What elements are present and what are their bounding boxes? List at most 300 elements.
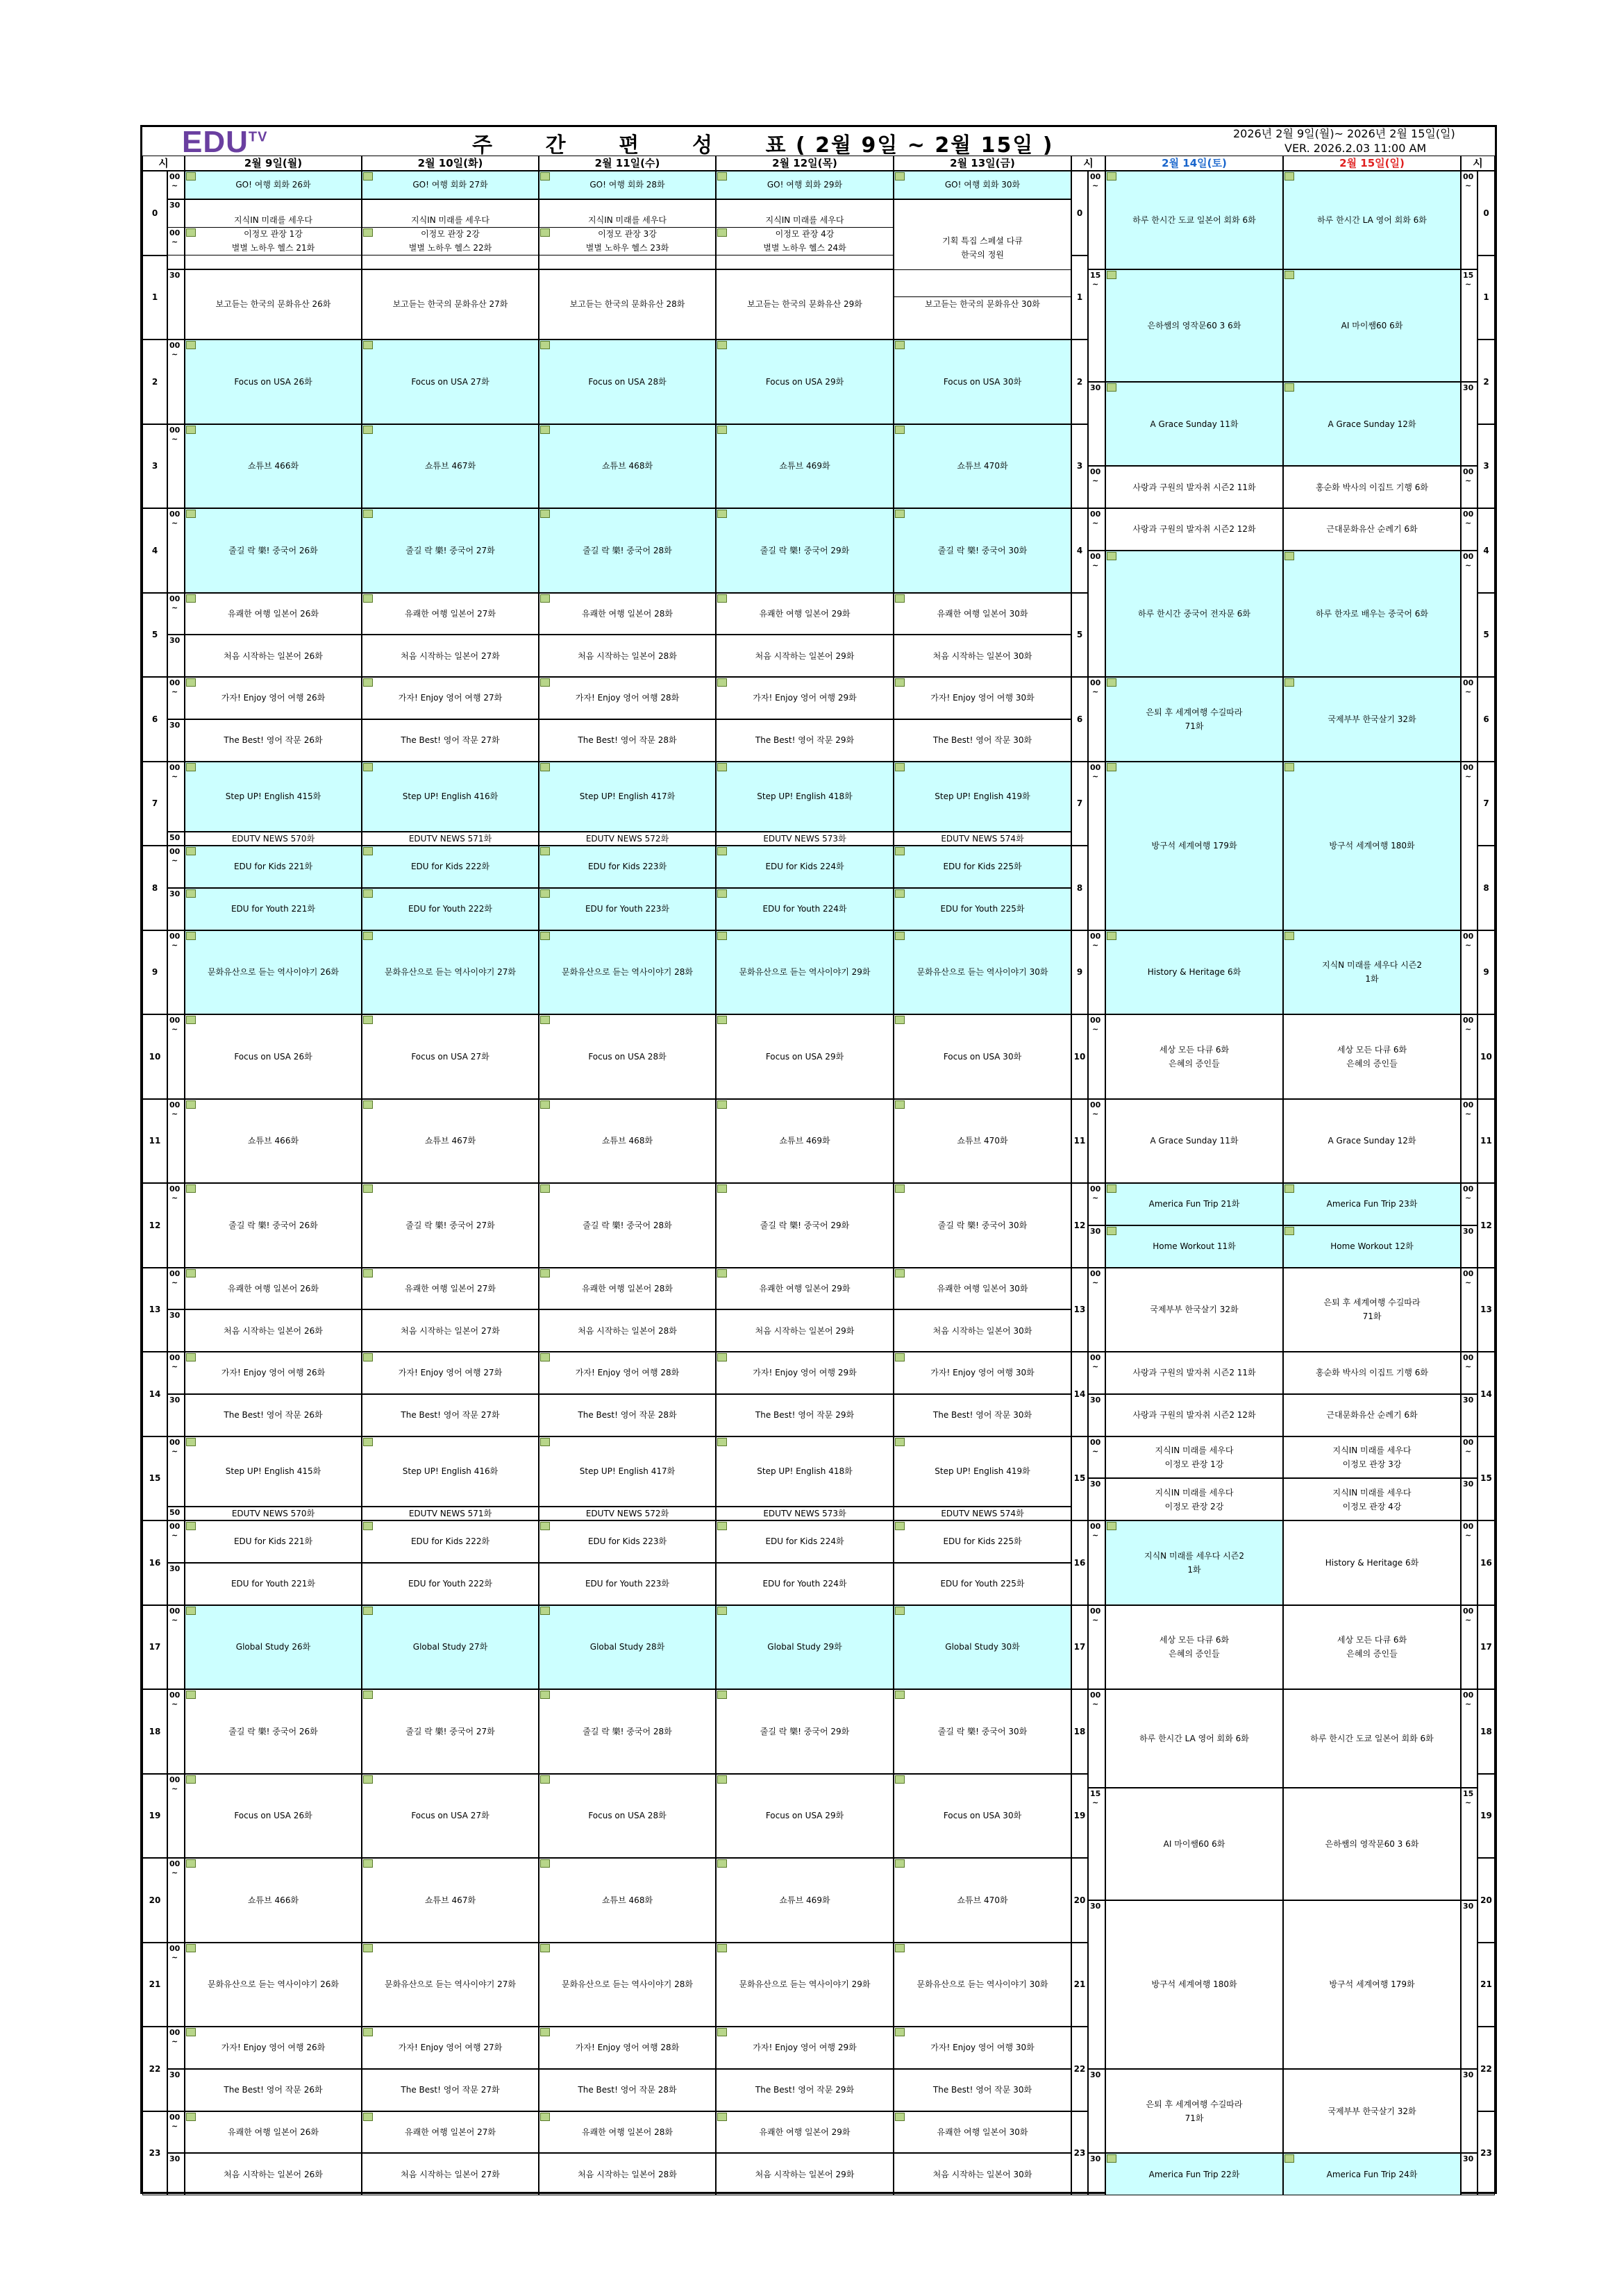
minute-cell-weekend-right: 30: [1461, 1225, 1477, 1268]
program-cell[interactable]: 가자! Enjoy 영어 여행 28화: [539, 2027, 716, 2069]
program-cell[interactable]: 줄길 락 樂! 중국어 27화: [362, 1183, 539, 1268]
program-tick-icon: [717, 889, 727, 898]
program-cell-sunday[interactable]: 방구석 세계여행 180화: [1283, 762, 1461, 930]
program-tick-icon: [363, 1353, 373, 1361]
minute-cell-weekend-right: 30: [1461, 382, 1477, 467]
program-cell-saturday[interactable]: America Fun Trip 21화: [1105, 1183, 1283, 1225]
program-cell[interactable]: Focus on USA 30화: [894, 340, 1071, 424]
program-cell[interactable]: 별별 노하우 헬스 23화: [539, 227, 716, 269]
program-cell[interactable]: 처음 시작하는 일본어 29화: [716, 1309, 894, 1352]
program-cell[interactable]: EDUTV NEWS 574화: [894, 1507, 1071, 1520]
program-tick-icon: [895, 341, 905, 349]
program-tick-icon: [540, 1522, 550, 1530]
program-cell[interactable]: EDU for Youth 222화: [362, 888, 539, 930]
program-cell[interactable]: GO! 여행 회화 28화: [539, 171, 716, 199]
program-cell[interactable]: The Best! 영어 작문 29화: [716, 719, 894, 762]
program-cell-saturday[interactable]: 세상 모든 다큐 6화 은혜의 증인들: [1105, 1014, 1283, 1099]
program-cell[interactable]: 줄길 락 樂! 중국어 30화: [894, 1689, 1071, 1774]
program-cell[interactable]: 줄길 락 樂! 중국어 30화: [894, 1183, 1071, 1268]
program-cell[interactable]: Step UP! English 419화: [894, 762, 1071, 832]
program-cell[interactable]: 보고듣는 한국의 문화유산 26화: [185, 269, 362, 340]
program-cell[interactable]: EDU for Youth 225화: [894, 888, 1071, 930]
program-cell[interactable]: 쇼튜브 468화: [539, 424, 716, 509]
minute-cell-weekend-right: 00 ~: [1461, 1268, 1477, 1352]
program-cell[interactable]: Step UP! English 416화: [362, 1436, 539, 1507]
program-cell[interactable]: EDU for Kids 225화: [894, 846, 1071, 888]
program-cell[interactable]: EDUTV NEWS 570화: [185, 1507, 362, 1520]
program-cell[interactable]: Step UP! English 419화: [894, 1436, 1071, 1507]
program-cell[interactable]: GO! 여행 회화 29화: [716, 171, 894, 199]
program-cell[interactable]: 유쾌한 여행 일본어 28화: [539, 593, 716, 635]
minute-cell-weekend-right: 15 ~: [1461, 1788, 1477, 1900]
program-cell[interactable]: 별별 노하우 헬스 21화: [185, 227, 362, 269]
program-cell[interactable]: EDUTV NEWS 571화: [362, 832, 539, 846]
program-cell[interactable]: EDUTV NEWS 574화: [894, 832, 1071, 846]
program-cell[interactable]: EDUTV NEWS 572화: [539, 1507, 716, 1520]
program-cell[interactable]: Focus on USA 30화: [894, 1774, 1071, 1859]
program-cell[interactable]: The Best! 영어 작문 29화: [716, 2069, 894, 2111]
program-cell[interactable]: 유쾌한 여행 일본어 29화: [716, 593, 894, 635]
program-cell[interactable]: 줄길 락 樂! 중국어 28화: [539, 508, 716, 593]
program-tick-icon: [895, 172, 905, 181]
program-cell-sunday[interactable]: 국제부부 한국살기 32화: [1283, 677, 1461, 762]
program-cell[interactable]: EDU for Kids 224화: [716, 1520, 894, 1563]
hour-label-mid: 2: [1071, 340, 1088, 424]
program-cell[interactable]: 줄길 락 樂! 중국어 26화: [185, 508, 362, 593]
program-cell-saturday[interactable]: 사랑과 구원의 발자취 시즌2 12화: [1105, 1394, 1283, 1436]
program-cell[interactable]: 별별 노하우 헬스 24화: [716, 227, 894, 269]
program-tick-icon: [540, 678, 550, 687]
program-cell[interactable]: 문화유산으로 듣는 역사이야기 26화: [185, 930, 362, 1015]
program-cell[interactable]: Global Study 28화: [539, 1605, 716, 1690]
program-cell-sunday[interactable]: 지식IN 미래를 세우다 이정모 관장 3강: [1283, 1436, 1461, 1479]
hour-label-right: 8: [1477, 846, 1495, 930]
program-cell[interactable]: 가자! Enjoy 영어 여행 27화: [362, 677, 539, 719]
minute-cell: 50: [167, 832, 185, 846]
program-cell[interactable]: 가자! Enjoy 영어 여행 27화: [362, 2027, 539, 2069]
minute-cell-weekend-right: 15 ~: [1461, 269, 1477, 382]
program-cell[interactable]: GO! 여행 회화 26화: [185, 171, 362, 199]
program-cell[interactable]: EDU for Youth 225화: [894, 1563, 1071, 1605]
program-cell-sunday[interactable]: 국제부부 한국살기 32화: [1283, 2069, 1461, 2154]
program-cell[interactable]: The Best! 영어 작문 26화: [185, 1394, 362, 1436]
program-cell[interactable]: 가자! Enjoy 영어 여행 29화: [716, 1352, 894, 1394]
program-cell[interactable]: 쇼튜브 466화: [185, 1858, 362, 1943]
program-cell-sunday[interactable]: A Grace Sunday 12화: [1283, 1099, 1461, 1184]
program-cell[interactable]: 유쾌한 여행 일본어 29화: [716, 1268, 894, 1310]
program-cell[interactable]: The Best! 영어 작문 28화: [539, 1394, 716, 1436]
program-cell-sunday[interactable]: History & Heritage 6화: [1283, 1520, 1461, 1605]
program-cell[interactable]: Focus on USA 30화: [894, 1014, 1071, 1099]
program-cell[interactable]: 처음 시작하는 일본어 26화: [185, 2153, 362, 2195]
program-tick-icon: [1284, 552, 1294, 560]
program-cell[interactable]: EDUTV NEWS 573화: [716, 832, 894, 846]
program-cell[interactable]: Step UP! English 418화: [716, 762, 894, 832]
program-cell[interactable]: Focus on USA 29화: [716, 1014, 894, 1099]
program-cell[interactable]: 별별 노하우 헬스 22화: [362, 227, 539, 269]
program-cell[interactable]: EDU for Youth 221화: [185, 1563, 362, 1605]
program-cell-saturday[interactable]: 방구석 세계여행 179화: [1105, 762, 1283, 930]
program-cell[interactable]: 쇼튜브 466화: [185, 424, 362, 509]
program-cell-sunday[interactable]: 은퇴 후 세계여행 수길따라 71화: [1283, 1268, 1461, 1352]
program-cell-saturday[interactable]: 하루 한시간 LA 영어 회화 6화: [1105, 1689, 1283, 1788]
program-tick-icon: [363, 2028, 373, 2036]
program-cell[interactable]: 쇼튜브 467화: [362, 1099, 539, 1184]
program-cell[interactable]: 처음 시작하는 일본어 30화: [894, 635, 1071, 677]
program-cell-sunday[interactable]: 근대문화유산 순례기 6화: [1283, 508, 1461, 551]
program-cell[interactable]: 유쾌한 여행 일본어 26화: [185, 1268, 362, 1310]
program-cell[interactable]: EDU for Kids 221화: [185, 846, 362, 888]
program-cell[interactable]: EDU for Kids 224화: [716, 846, 894, 888]
program-cell[interactable]: EDUTV NEWS 573화: [716, 1507, 894, 1520]
program-cell[interactable]: The Best! 영어 작문 27화: [362, 1394, 539, 1436]
program-cell[interactable]: 가자! Enjoy 영어 여행 30화: [894, 677, 1071, 719]
program-cell[interactable]: Focus on USA 28화: [539, 1014, 716, 1099]
program-cell[interactable]: 유쾌한 여행 일본어 27화: [362, 593, 539, 635]
program-cell[interactable]: EDU for Kids 225화: [894, 1520, 1071, 1563]
program-cell[interactable]: The Best! 영어 작문 27화: [362, 719, 539, 762]
program-cell-sunday[interactable]: 하루 한자로 배우는 중국어 6화: [1283, 551, 1461, 677]
program-cell[interactable]: 문화유산으로 듣는 역사이야기 27화: [362, 1943, 539, 2027]
program-cell[interactable]: 가자! Enjoy 영어 여행 26화: [185, 2027, 362, 2069]
program-cell[interactable]: 유쾌한 여행 일본어 30화: [894, 2111, 1071, 2154]
program-cell[interactable]: 처음 시작하는 일본어 27화: [362, 635, 539, 677]
minute-cell-weekend-right: 30: [1461, 1900, 1477, 2069]
program-cell[interactable]: Global Study 27화: [362, 1605, 539, 1690]
minute-cell-weekend-right: 00 ~: [1461, 677, 1477, 762]
program-cell[interactable]: 유쾌한 여행 일본어 27화: [362, 1268, 539, 1310]
program-cell[interactable]: 문화유산으로 듣는 역사이야기 28화: [539, 1943, 716, 2027]
program-cell-sunday[interactable]: 지식N 미래를 세우다 시즌2 1화: [1283, 930, 1461, 1015]
program-cell[interactable]: 가자! Enjoy 영어 여행 26화: [185, 1352, 362, 1394]
minute-cell-weekend: 00 ~: [1088, 508, 1105, 551]
minute-cell-weekend: 30: [1088, 2069, 1105, 2154]
program-cell[interactable]: Global Study 30화: [894, 1605, 1071, 1690]
program-cell[interactable]: 가자! Enjoy 영어 여행 27화: [362, 1352, 539, 1394]
program-cell[interactable]: 쇼튜브 467화: [362, 424, 539, 509]
program-tick-icon: [186, 1184, 196, 1193]
program-cell[interactable]: 줄길 락 樂! 중국어 30화: [894, 508, 1071, 593]
program-cell[interactable]: 쇼튜브 470화: [894, 1858, 1071, 1943]
program-cell[interactable]: 보고듣는 한국의 문화유산 29화: [716, 269, 894, 340]
program-cell[interactable]: 처음 시작하는 일본어 27화: [362, 2153, 539, 2195]
program-cell[interactable]: Step UP! English 416화: [362, 762, 539, 832]
program-cell[interactable]: 지식IN 미래를 세우다 이정모 관장 2강: [362, 199, 539, 255]
program-tick-icon: [363, 763, 373, 771]
version-label: VER. 2026.2.03 11:00 AM: [1284, 142, 1427, 155]
program-tick-icon: [1284, 1184, 1294, 1193]
program-cell[interactable]: EDU for Kids 221화: [185, 1520, 362, 1563]
program-cell[interactable]: 보고듣는 한국의 문화유산 30화: [894, 269, 1071, 340]
program-cell[interactable]: The Best! 영어 작문 29화: [716, 1394, 894, 1436]
program-cell[interactable]: Focus on USA 26화: [185, 340, 362, 424]
program-cell[interactable]: 유쾌한 여행 일본어 27화: [362, 2111, 539, 2154]
program-tick-icon: [717, 510, 727, 518]
program-cell[interactable]: 쇼튜브 468화: [539, 1099, 716, 1184]
program-tick-icon: [540, 228, 550, 237]
program-cell[interactable]: Focus on USA 27화: [362, 1774, 539, 1859]
minute-cell-weekend-right: 30: [1461, 2153, 1477, 2195]
program-tick-icon: [1107, 2154, 1116, 2163]
minute-cell: 30: [167, 888, 185, 930]
program-cell-sunday[interactable]: 세상 모든 다큐 6화 은혜의 증인들: [1283, 1014, 1461, 1099]
program-cell[interactable]: 유쾌한 여행 일본어 29화: [716, 2111, 894, 2154]
program-cell[interactable]: 처음 시작하는 일본어 30화: [894, 2153, 1071, 2195]
program-tick-icon: [717, 228, 727, 237]
program-cell[interactable]: 처음 시작하는 일본어 29화: [716, 635, 894, 677]
program-cell-sunday[interactable]: 홍순화 박사의 이집트 기행 6화: [1283, 466, 1461, 508]
program-cell[interactable]: 보고듣는 한국의 문화유산 28화: [539, 269, 716, 340]
program-cell[interactable]: Focus on USA 27화: [362, 340, 539, 424]
program-cell-saturday[interactable]: 방구석 세계여행 180화: [1105, 1900, 1283, 2069]
program-cell[interactable]: 쇼튜브 469화: [716, 1099, 894, 1184]
program-cell-saturday[interactable]: 지식IN 미래를 세우다 이정모 관장 1강: [1105, 1436, 1283, 1479]
program-cell[interactable]: Focus on USA 28화: [539, 1774, 716, 1859]
program-cell[interactable]: 쇼튜브 470화: [894, 424, 1071, 509]
program-cell[interactable]: 유쾌한 여행 일본어 28화: [539, 2111, 716, 2154]
hour-label-mid: 8: [1071, 846, 1088, 930]
program-cell[interactable]: EDU for Youth 222화: [362, 1563, 539, 1605]
program-cell[interactable]: 줄길 락 樂! 중국어 29화: [716, 1183, 894, 1268]
program-cell[interactable]: EDUTV NEWS 571화: [362, 1507, 539, 1520]
program-cell[interactable]: 처음 시작하는 일본어 28화: [539, 2153, 716, 2195]
program-cell[interactable]: 줄길 락 樂! 중국어 26화: [185, 1689, 362, 1774]
hour-label-mid: 7: [1071, 762, 1088, 846]
minute-cell-weekend-right: 00 ~: [1461, 1352, 1477, 1394]
program-cell-sunday[interactable]: 홍순화 박사의 이집트 기행 6화: [1283, 1352, 1461, 1394]
program-cell[interactable]: 줄길 락 樂! 중국어 26화: [185, 1183, 362, 1268]
program-cell[interactable]: The Best! 영어 작문 30화: [894, 719, 1071, 762]
program-cell[interactable]: EDU for Youth 223화: [539, 888, 716, 930]
program-cell[interactable]: 문화유산으로 듣는 역사이야기 28화: [539, 930, 716, 1015]
program-cell-sunday[interactable]: America Fun Trip 24화: [1283, 2153, 1461, 2195]
program-tick-icon: [895, 1691, 905, 1699]
program-cell-saturday[interactable]: AI 마이쌤60 6화: [1105, 1788, 1283, 1900]
program-cell-saturday[interactable]: 사랑과 구원의 발자취 시즌2 11화: [1105, 1352, 1283, 1394]
program-tick-icon: [895, 1775, 905, 1784]
program-tick-icon: [717, 1438, 727, 1446]
program-cell[interactable]: Step UP! English 417화: [539, 762, 716, 832]
day-header-0: 2월 9일(월): [185, 156, 362, 171]
date-range: 2026년 2월 9일(월)~ 2026년 2월 15일(일): [1233, 127, 1455, 140]
program-tick-icon: [540, 2113, 550, 2121]
program-cell[interactable]: EDU for Youth 221화: [185, 888, 362, 930]
hour-label: 16: [142, 1520, 167, 1605]
program-cell[interactable]: 처음 시작하는 일본어 26화: [185, 635, 362, 677]
program-tick-icon: [186, 2113, 196, 2121]
program-cell[interactable]: The Best! 영어 작문 26화: [185, 719, 362, 762]
hour-label-right: 3: [1477, 424, 1495, 509]
program-tick-icon: [895, 1438, 905, 1446]
minute-cell: 00 ~: [167, 1436, 185, 1507]
minute-cell-weekend-right: 00 ~: [1461, 508, 1477, 551]
program-tick-icon: [1107, 383, 1116, 392]
minute-cell-weekend-right: 00 ~: [1461, 930, 1477, 1015]
program-cell[interactable]: 처음 시작하는 일본어 26화: [185, 1309, 362, 1352]
program-cell[interactable]: EDU for Kids 223화: [539, 846, 716, 888]
program-cell-saturday[interactable]: 국제부부 한국살기 32화: [1105, 1268, 1283, 1352]
program-cell[interactable]: Focus on USA 28화: [539, 340, 716, 424]
program-cell[interactable]: 쇼튜브 469화: [716, 1858, 894, 1943]
program-cell[interactable]: EDU for Kids 222화: [362, 1520, 539, 1563]
minute-cell: 00 ~: [167, 1689, 185, 1774]
program-cell-saturday[interactable]: America Fun Trip 22화: [1105, 2153, 1283, 2195]
program-cell-sunday[interactable]: 지식IN 미래를 세우다 이정모 관장 4강: [1283, 1478, 1461, 1520]
program-cell[interactable]: The Best! 영어 작문 30화: [894, 1394, 1071, 1436]
program-cell[interactable]: The Best! 영어 작문 27화: [362, 2069, 539, 2111]
hour-label: 19: [142, 1774, 167, 1859]
program-cell-saturday[interactable]: 은하쌤의 영작문60 3 6화: [1105, 269, 1283, 382]
program-tick-icon: [895, 763, 905, 771]
hour-label-mid: 16: [1071, 1520, 1088, 1605]
program-cell[interactable]: EDU for Youth 224화: [716, 1563, 894, 1605]
program-cell-sunday[interactable]: AI 마이쌤60 6화: [1283, 269, 1461, 382]
program-cell[interactable]: 처음 시작하는 일본어 28화: [539, 635, 716, 677]
program-cell[interactable]: GO! 여행 회화 27화: [362, 171, 539, 199]
program-cell[interactable]: 줄길 락 樂! 중국어 27화: [362, 1689, 539, 1774]
hour-label-mid: 21: [1071, 1943, 1088, 2027]
program-cell[interactable]: 지식IN 미래를 세우다 이정모 관장 3강: [539, 199, 716, 255]
program-cell-saturday[interactable]: 하루 한시간 중국어 전자문 6화: [1105, 551, 1283, 677]
program-cell[interactable]: 가자! Enjoy 영어 여행 30화: [894, 1352, 1071, 1394]
program-cell[interactable]: 유쾌한 여행 일본어 30화: [894, 593, 1071, 635]
program-cell[interactable]: 쇼튜브 469화: [716, 424, 894, 509]
minute-cell-weekend: 00 ~: [1088, 1689, 1105, 1788]
program-tick-icon: [895, 1353, 905, 1361]
program-cell[interactable]: 유쾌한 여행 일본어 30화: [894, 1268, 1071, 1310]
program-cell-saturday[interactable]: 지식IN 미래를 세우다 이정모 관장 2강: [1105, 1478, 1283, 1520]
minute-cell-weekend: 00 ~: [1088, 1352, 1105, 1394]
program-cell-saturday[interactable]: 사랑과 구원의 발자취 시즌2 12화: [1105, 508, 1283, 551]
program-cell[interactable]: Focus on USA 27화: [362, 1014, 539, 1099]
program-cell[interactable]: Focus on USA 29화: [716, 1774, 894, 1859]
minute-cell-weekend: 30: [1088, 2153, 1105, 2195]
program-cell[interactable]: Step UP! English 415화: [185, 1436, 362, 1507]
program-cell[interactable]: 문화유산으로 듣는 역사이야기 29화: [716, 1943, 894, 2027]
program-cell[interactable]: 가자! Enjoy 영어 여행 29화: [716, 2027, 894, 2069]
program-cell-sunday[interactable]: 하루 한시간 LA 영어 회화 6화: [1283, 171, 1461, 269]
program-cell[interactable]: 쇼튜브 468화: [539, 1858, 716, 1943]
program-cell[interactable]: Step UP! English 418화: [716, 1436, 894, 1507]
program-cell[interactable]: The Best! 영어 작문 30화: [894, 2069, 1071, 2111]
program-cell-saturday[interactable]: 은퇴 후 세계여행 수길따라 71화: [1105, 2069, 1283, 2154]
program-cell[interactable]: 가자! Enjoy 영어 여행 28화: [539, 677, 716, 719]
program-cell[interactable]: 처음 시작하는 일본어 29화: [716, 2153, 894, 2195]
program-cell[interactable]: GO! 여행 회화 30화: [894, 171, 1071, 199]
program-cell[interactable]: 줄길 락 樂! 중국어 28화: [539, 1689, 716, 1774]
program-cell[interactable]: EDUTV NEWS 572화: [539, 832, 716, 846]
program-cell[interactable]: 유쾌한 여행 일본어 26화: [185, 593, 362, 635]
program-cell-sunday[interactable]: 근대문화유산 순례기 6화: [1283, 1394, 1461, 1436]
program-cell[interactable]: Step UP! English 417화: [539, 1436, 716, 1507]
program-cell[interactable]: The Best! 영어 작문 28화: [539, 2069, 716, 2111]
program-cell[interactable]: Global Study 29화: [716, 1605, 894, 1690]
program-cell[interactable]: 문화유산으로 듣는 역사이야기 29화: [716, 930, 894, 1015]
program-cell-saturday[interactable]: 사랑과 구원의 발자취 시즌2 11화: [1105, 466, 1283, 508]
program-tick-icon: [540, 847, 550, 855]
hour-label: 3: [142, 424, 167, 509]
program-cell[interactable]: 처음 시작하는 일본어 27화: [362, 1309, 539, 1352]
program-cell[interactable]: Focus on USA 26화: [185, 1774, 362, 1859]
program-cell-saturday[interactable]: 지식N 미래를 세우다 시즌2 1화: [1105, 1520, 1283, 1605]
minute-cell-weekend: 00 ~: [1088, 551, 1105, 677]
hour-label: 8: [142, 846, 167, 930]
program-cell[interactable]: 처음 시작하는 일본어 28화: [539, 1309, 716, 1352]
program-tick-icon: [186, 847, 196, 855]
program-cell-saturday[interactable]: 하루 한시간 도쿄 일본어 회화 6화: [1105, 171, 1283, 269]
program-cell[interactable]: 쇼튜브 466화: [185, 1099, 362, 1184]
minute-cell-weekend: 00 ~: [1088, 1605, 1105, 1690]
program-cell[interactable]: 가자! Enjoy 영어 여행 26화: [185, 677, 362, 719]
program-cell[interactable]: EDUTV NEWS 570화: [185, 832, 362, 846]
program-cell[interactable]: 유쾌한 여행 일본어 26화: [185, 2111, 362, 2154]
program-cell[interactable]: 쇼튜브 467화: [362, 1858, 539, 1943]
program-tick-icon: [717, 1522, 727, 1530]
program-cell[interactable]: The Best! 영어 작문 26화: [185, 2069, 362, 2111]
hour-label-right: 20: [1477, 1858, 1495, 1943]
program-cell[interactable]: 문화유산으로 듣는 역사이야기 30화: [894, 930, 1071, 1015]
program-cell[interactable]: EDU for Kids 222화: [362, 846, 539, 888]
program-cell-sunday[interactable]: 은하쌤의 영작문60 3 6화: [1283, 1788, 1461, 1900]
program-cell[interactable]: 보고듣는 한국의 문화유산 27화: [362, 269, 539, 340]
program-cell[interactable]: Global Study 26화: [185, 1605, 362, 1690]
program-cell[interactable]: Focus on USA 29화: [716, 340, 894, 424]
program-cell[interactable]: EDU for Youth 223화: [539, 1563, 716, 1605]
program-cell[interactable]: 가자! Enjoy 영어 여행 29화: [716, 677, 894, 719]
program-tick-icon: [363, 172, 373, 181]
program-cell-saturday[interactable]: 은퇴 후 세계여행 수길따라 71화: [1105, 677, 1283, 762]
program-cell[interactable]: 가자! Enjoy 영어 여행 28화: [539, 1352, 716, 1394]
program-cell[interactable]: Step UP! English 415화: [185, 762, 362, 832]
hour-label: 12: [142, 1183, 167, 1268]
program-tick-icon: [363, 932, 373, 940]
hour-label-right: 5: [1477, 593, 1495, 678]
program-cell[interactable]: 쇼튜브 470화: [894, 1099, 1071, 1184]
program-cell[interactable]: 문화유산으로 듣는 역사이야기 30화: [894, 1943, 1071, 2027]
program-cell[interactable]: EDU for Kids 223화: [539, 1520, 716, 1563]
program-cell[interactable]: 문화유산으로 듣는 역사이야기 26화: [185, 1943, 362, 2027]
program-tick-icon: [186, 1269, 196, 1277]
program-cell-sunday[interactable]: 하루 한시간 도쿄 일본어 회화 6화: [1283, 1689, 1461, 1788]
program-tick-icon: [895, 1607, 905, 1615]
program-cell-saturday[interactable]: Home Workout 11화: [1105, 1225, 1283, 1268]
program-cell[interactable]: 줄길 락 樂! 중국어 27화: [362, 508, 539, 593]
program-cell[interactable]: Focus on USA 26화: [185, 1014, 362, 1099]
program-cell[interactable]: 유쾌한 여행 일본어 28화: [539, 1268, 716, 1310]
program-cell[interactable]: 지식IN 미래를 세우다 이정모 관장 1강: [185, 199, 362, 255]
program-cell[interactable]: The Best! 영어 작문 28화: [539, 719, 716, 762]
program-cell-sunday[interactable]: 세상 모든 다큐 6화 은혜의 증인들: [1283, 1605, 1461, 1690]
program-tick-icon: [540, 1775, 550, 1784]
program-cell-saturday[interactable]: History & Heritage 6화: [1105, 930, 1283, 1015]
program-cell-saturday[interactable]: A Grace Sunday 11화: [1105, 382, 1283, 467]
program-cell-sunday[interactable]: A Grace Sunday 12화: [1283, 382, 1461, 467]
program-cell[interactable]: 줄길 락 樂! 중국어 29화: [716, 508, 894, 593]
program-cell[interactable]: 처음 시작하는 일본어 30화: [894, 1309, 1071, 1352]
program-cell[interactable]: 줄길 락 樂! 중국어 29화: [716, 1689, 894, 1774]
program-cell[interactable]: 가자! Enjoy 영어 여행 30화: [894, 2027, 1071, 2069]
program-cell-saturday[interactable]: 세상 모든 다큐 6화 은혜의 증인들: [1105, 1605, 1283, 1690]
program-cell[interactable]: EDU for Youth 224화: [716, 888, 894, 930]
program-cell[interactable]: 줄길 락 樂! 중국어 28화: [539, 1183, 716, 1268]
program-cell-saturday[interactable]: A Grace Sunday 11화: [1105, 1099, 1283, 1184]
program-cell-sunday[interactable]: 방구석 세계여행 179화: [1283, 1900, 1461, 2069]
program-cell-sunday[interactable]: Home Workout 12화: [1283, 1225, 1461, 1268]
program-cell-sunday[interactable]: America Fun Trip 23화: [1283, 1183, 1461, 1225]
program-cell[interactable]: 지식IN 미래를 세우다 이정모 관장 4강: [716, 199, 894, 255]
program-cell-special[interactable]: 기획 특집 스페셜 다큐 한국의 정원: [894, 199, 1071, 298]
program-cell[interactable]: 문화유산으로 듣는 역사이야기 27화: [362, 930, 539, 1015]
